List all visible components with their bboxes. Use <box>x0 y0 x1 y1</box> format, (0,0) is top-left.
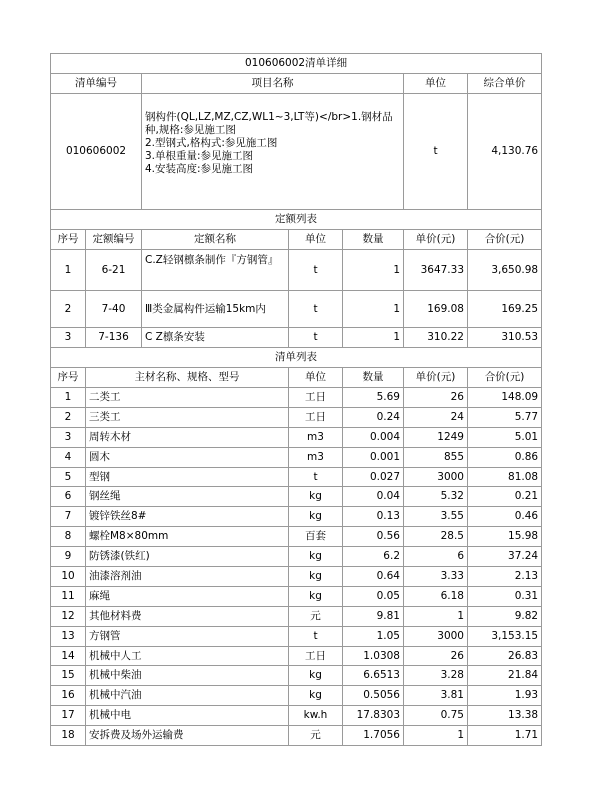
quota-unit-price: 310.22 <box>404 328 468 348</box>
material-seq: 2 <box>51 407 86 427</box>
material-unit: kg <box>289 487 343 507</box>
material-seq: 13 <box>51 626 86 646</box>
quota-unit: t <box>289 328 343 348</box>
material-total: 0.86 <box>468 447 542 467</box>
material-seq: 17 <box>51 706 86 726</box>
material-unit-price: 1 <box>404 726 468 746</box>
material-total: 13.38 <box>468 706 542 726</box>
material-name: 机械中柴油 <box>86 666 289 686</box>
material-row <box>51 646 542 666</box>
material-unit-price: 3.81 <box>404 686 468 706</box>
quota-total: 169.25 <box>468 291 542 328</box>
bill-item-row <box>51 94 542 210</box>
quota-seq: 2 <box>51 291 86 328</box>
material-row <box>51 586 542 606</box>
quota-seq: 1 <box>51 250 86 291</box>
material-total: 15.98 <box>468 527 542 547</box>
material-total: 0.21 <box>468 487 542 507</box>
material-row <box>51 407 542 427</box>
material-seq: 9 <box>51 547 86 567</box>
material-unit-price: 5.32 <box>404 487 468 507</box>
material-unit: t <box>289 626 343 646</box>
quota-section-title: 定额列表 <box>51 210 542 230</box>
title-row <box>51 54 542 74</box>
material-name: 周转木材 <box>86 427 289 447</box>
material-row <box>51 507 542 527</box>
material-name: 圆木 <box>86 447 289 467</box>
material-name: 二类工 <box>86 388 289 408</box>
material-unit: kg <box>289 686 343 706</box>
material-total: 0.31 <box>468 586 542 606</box>
material-unit: 工日 <box>289 388 343 408</box>
material-unit: m3 <box>289 427 343 447</box>
material-unit: kw.h <box>289 706 343 726</box>
material-total: 1.71 <box>468 726 542 746</box>
material-qty: 0.05 <box>343 586 404 606</box>
material-seq: 8 <box>51 527 86 547</box>
material-unit: kg <box>289 567 343 587</box>
material-name-header: 主材名称、规格、型号 <box>86 368 289 388</box>
material-unit-price: 26 <box>404 646 468 666</box>
material-row <box>51 726 542 746</box>
material-total-header: 合价(元) <box>468 368 542 388</box>
material-seq: 4 <box>51 447 86 467</box>
material-row <box>51 666 542 686</box>
quota-total: 310.53 <box>468 328 542 348</box>
quota-name: C.Z轻钢檩条制作『方钢管』 <box>142 250 289 291</box>
material-unit-price: 3000 <box>404 626 468 646</box>
material-name: 机械中汽油 <box>86 686 289 706</box>
material-unit: 工日 <box>289 407 343 427</box>
quota-total: 3,650.98 <box>468 250 542 291</box>
material-seq: 11 <box>51 586 86 606</box>
bill-detail-table <box>50 53 542 746</box>
quota-code-header: 定额编号 <box>86 230 142 250</box>
material-total: 5.77 <box>468 407 542 427</box>
material-row <box>51 547 542 567</box>
quota-qty-header: 数量 <box>343 230 404 250</box>
material-unit-price: 3.55 <box>404 507 468 527</box>
material-row <box>51 427 542 447</box>
material-row <box>51 567 542 587</box>
bill-name-header: 项目名称 <box>142 74 404 94</box>
quota-unit: t <box>289 291 343 328</box>
material-row <box>51 447 542 467</box>
material-section-title: 清单列表 <box>51 348 542 368</box>
material-unit: t <box>289 467 343 487</box>
material-qty: 17.8303 <box>343 706 404 726</box>
material-qty: 0.56 <box>343 527 404 547</box>
bill-unit: t <box>404 94 468 210</box>
material-total: 3,153.15 <box>468 626 542 646</box>
material-qty: 5.69 <box>343 388 404 408</box>
material-seq: 1 <box>51 388 86 408</box>
material-seq-header: 序号 <box>51 368 86 388</box>
material-row <box>51 686 542 706</box>
material-unit-price: 6.18 <box>404 586 468 606</box>
material-unit-price: 28.5 <box>404 527 468 547</box>
material-total: 26.83 <box>468 646 542 666</box>
quota-row <box>51 250 542 291</box>
material-unit-price: 3.33 <box>404 567 468 587</box>
material-seq: 14 <box>51 646 86 666</box>
material-unit: 元 <box>289 726 343 746</box>
material-seq: 15 <box>51 666 86 686</box>
material-unit-price-header: 单价(元) <box>404 368 468 388</box>
material-qty: 1.05 <box>343 626 404 646</box>
quota-section-row <box>51 210 542 230</box>
material-header-row <box>51 368 542 388</box>
quota-name: Ⅲ类金属构件运输15km内 <box>142 291 289 328</box>
material-unit-price: 0.75 <box>404 706 468 726</box>
quota-seq: 3 <box>51 328 86 348</box>
material-row <box>51 487 542 507</box>
material-unit: 工日 <box>289 646 343 666</box>
material-row <box>51 467 542 487</box>
quota-name-header: 定额名称 <box>142 230 289 250</box>
material-unit: 百套 <box>289 527 343 547</box>
material-name: 安拆费及场外运输费 <box>86 726 289 746</box>
material-name: 螺栓M8×80mm <box>86 527 289 547</box>
material-name: 麻绳 <box>86 586 289 606</box>
material-row <box>51 626 542 646</box>
material-qty: 1.7056 <box>343 726 404 746</box>
quota-qty: 1 <box>343 328 404 348</box>
quota-header-row <box>51 230 542 250</box>
material-seq: 18 <box>51 726 86 746</box>
material-total: 9.82 <box>468 606 542 626</box>
quota-seq-header: 序号 <box>51 230 86 250</box>
material-seq: 3 <box>51 427 86 447</box>
material-name: 方钢管 <box>86 626 289 646</box>
material-qty: 0.001 <box>343 447 404 467</box>
material-qty: 0.24 <box>343 407 404 427</box>
material-seq: 16 <box>51 686 86 706</box>
material-unit-price: 3.28 <box>404 666 468 686</box>
material-rows <box>51 388 542 746</box>
bill-header-row <box>51 74 542 94</box>
material-name: 型钢 <box>86 467 289 487</box>
material-name: 机械中人工 <box>86 646 289 666</box>
material-unit: kg <box>289 507 343 527</box>
material-qty: 6.2 <box>343 547 404 567</box>
material-row <box>51 606 542 626</box>
material-qty-header: 数量 <box>343 368 404 388</box>
material-name: 机械中电 <box>86 706 289 726</box>
material-qty: 0.027 <box>343 467 404 487</box>
bill-code: 010606002 <box>51 94 142 210</box>
bill-price: 4,130.76 <box>468 94 542 210</box>
material-qty: 0.004 <box>343 427 404 447</box>
quota-unit-header: 单位 <box>289 230 343 250</box>
material-unit-price: 1249 <box>404 427 468 447</box>
material-qty: 0.64 <box>343 567 404 587</box>
material-name: 其他材料费 <box>86 606 289 626</box>
material-unit: kg <box>289 666 343 686</box>
material-qty: 0.13 <box>343 507 404 527</box>
material-qty: 0.5056 <box>343 686 404 706</box>
quota-row <box>51 328 542 348</box>
material-name: 钢丝绳 <box>86 487 289 507</box>
quota-unit-price: 3647.33 <box>404 250 468 291</box>
quota-name: C Z檩条安装 <box>142 328 289 348</box>
material-total: 148.09 <box>468 388 542 408</box>
material-qty: 6.6513 <box>343 666 404 686</box>
material-qty: 1.0308 <box>343 646 404 666</box>
material-name: 油漆溶剂油 <box>86 567 289 587</box>
material-total: 37.24 <box>468 547 542 567</box>
bill-code-header: 清单编号 <box>51 74 142 94</box>
bill-price-header: 综合单价 <box>468 74 542 94</box>
material-row <box>51 706 542 726</box>
page-title: 010606002清单详细 <box>51 54 542 74</box>
quota-row <box>51 291 542 328</box>
material-unit: m3 <box>289 447 343 467</box>
material-seq: 12 <box>51 606 86 626</box>
material-unit-price: 26 <box>404 388 468 408</box>
material-total: 2.13 <box>468 567 542 587</box>
material-total: 5.01 <box>468 427 542 447</box>
material-unit-price: 1 <box>404 606 468 626</box>
quota-code: 7-40 <box>86 291 142 328</box>
quota-unit-price-header: 单价(元) <box>404 230 468 250</box>
material-name: 防锈漆(铁红) <box>86 547 289 567</box>
material-seq: 5 <box>51 467 86 487</box>
quota-code: 7-136 <box>86 328 142 348</box>
material-unit-price: 855 <box>404 447 468 467</box>
material-section-row <box>51 348 542 368</box>
material-seq: 10 <box>51 567 86 587</box>
quota-code: 6-21 <box>86 250 142 291</box>
material-unit-price: 3000 <box>404 467 468 487</box>
material-unit: 元 <box>289 606 343 626</box>
material-unit-header: 单位 <box>289 368 343 388</box>
material-qty: 9.81 <box>343 606 404 626</box>
material-total: 21.84 <box>468 666 542 686</box>
material-row <box>51 388 542 408</box>
quota-qty: 1 <box>343 291 404 328</box>
material-total: 81.08 <box>468 467 542 487</box>
material-name: 镀锌铁丝8# <box>86 507 289 527</box>
material-unit: kg <box>289 586 343 606</box>
material-seq: 7 <box>51 507 86 527</box>
bill-description: 钢构件(QL,LZ,MZ,CZ,WL1~3,LT等)</br>1.钢材品种,规格:参见施工图 2.型钢式,格构式:参见施工图 3.单根重量:参见施工图 4.安装高度:参见施工图 <box>142 94 404 210</box>
material-unit-price: 24 <box>404 407 468 427</box>
material-row <box>51 527 542 547</box>
material-unit-price: 6 <box>404 547 468 567</box>
bill-unit-header: 单位 <box>404 74 468 94</box>
material-total: 1.93 <box>468 686 542 706</box>
material-unit: kg <box>289 547 343 567</box>
quota-total-header: 合价(元) <box>468 230 542 250</box>
material-qty: 0.04 <box>343 487 404 507</box>
quota-qty: 1 <box>343 250 404 291</box>
material-total: 0.46 <box>468 507 542 527</box>
quota-unit-price: 169.08 <box>404 291 468 328</box>
material-name: 三类工 <box>86 407 289 427</box>
material-seq: 6 <box>51 487 86 507</box>
quota-unit: t <box>289 250 343 291</box>
